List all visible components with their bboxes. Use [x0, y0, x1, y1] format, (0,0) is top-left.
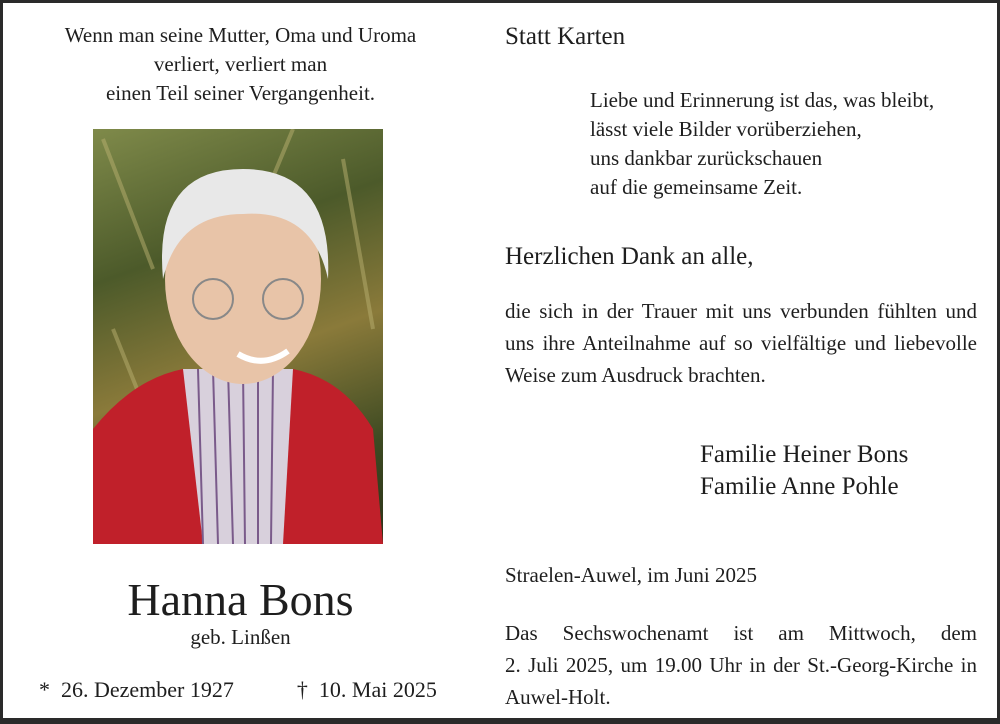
- birth-star-icon: *: [39, 677, 50, 702]
- poem-line: uns dankbar zurückschauen: [590, 146, 823, 170]
- mass-line: Das Sechswochenamt ist am Mittwoch, dem: [505, 621, 977, 645]
- life-dates: [39, 677, 437, 703]
- deceased-name: Hanna Bons: [127, 574, 354, 625]
- place-date: Straelen-Auwel, im Juni 2025: [505, 563, 757, 587]
- quote-line: Wenn man seine Mutter, Oma und Uroma: [64, 23, 417, 47]
- memorial-quote: [23, 21, 458, 108]
- thanks-heading: Herzlichen Dank an alle,: [505, 243, 754, 270]
- family-signatures: [700, 439, 908, 503]
- quote-line: einen Teil seiner Vergangenheit.: [105, 81, 376, 105]
- obituary-card: [3, 3, 997, 718]
- mass-line: 2. Juli 2025, um 19.00 Uhr in der St.-Georg-Kirche in Auwel-Holt.: [505, 653, 977, 709]
- birth-date: 26. Dezember 1927: [61, 677, 234, 702]
- poem-line: Liebe und Erinnerung ist das, was bleibt,: [590, 88, 935, 112]
- thanks-text: die sich in der Trauer mit uns verbunden fühlten und uns ihre Anteilnahme auf so vielfältige und liebevolle Weise zum Ausdruck brachten.: [505, 299, 977, 387]
- family-name: Familie Heiner Bons: [700, 441, 909, 468]
- quote-line: verliert, verliert man: [153, 52, 328, 76]
- family-name: Familie Anne Pohle: [700, 473, 899, 500]
- mass-announcement: [505, 617, 977, 713]
- death-date: 10. Mai 2025: [318, 677, 437, 702]
- poem-line: lässt viele Bilder vorüberziehen,: [590, 117, 862, 141]
- birth-name: geb. Linßen: [190, 625, 291, 649]
- death-cross-icon: †: [296, 677, 308, 702]
- heading-statt-karten: Statt Karten: [505, 23, 626, 50]
- portrait-photo: [93, 129, 383, 544]
- poem-line: auf die gemeinsame Zeit.: [590, 175, 803, 199]
- poem: [590, 86, 934, 202]
